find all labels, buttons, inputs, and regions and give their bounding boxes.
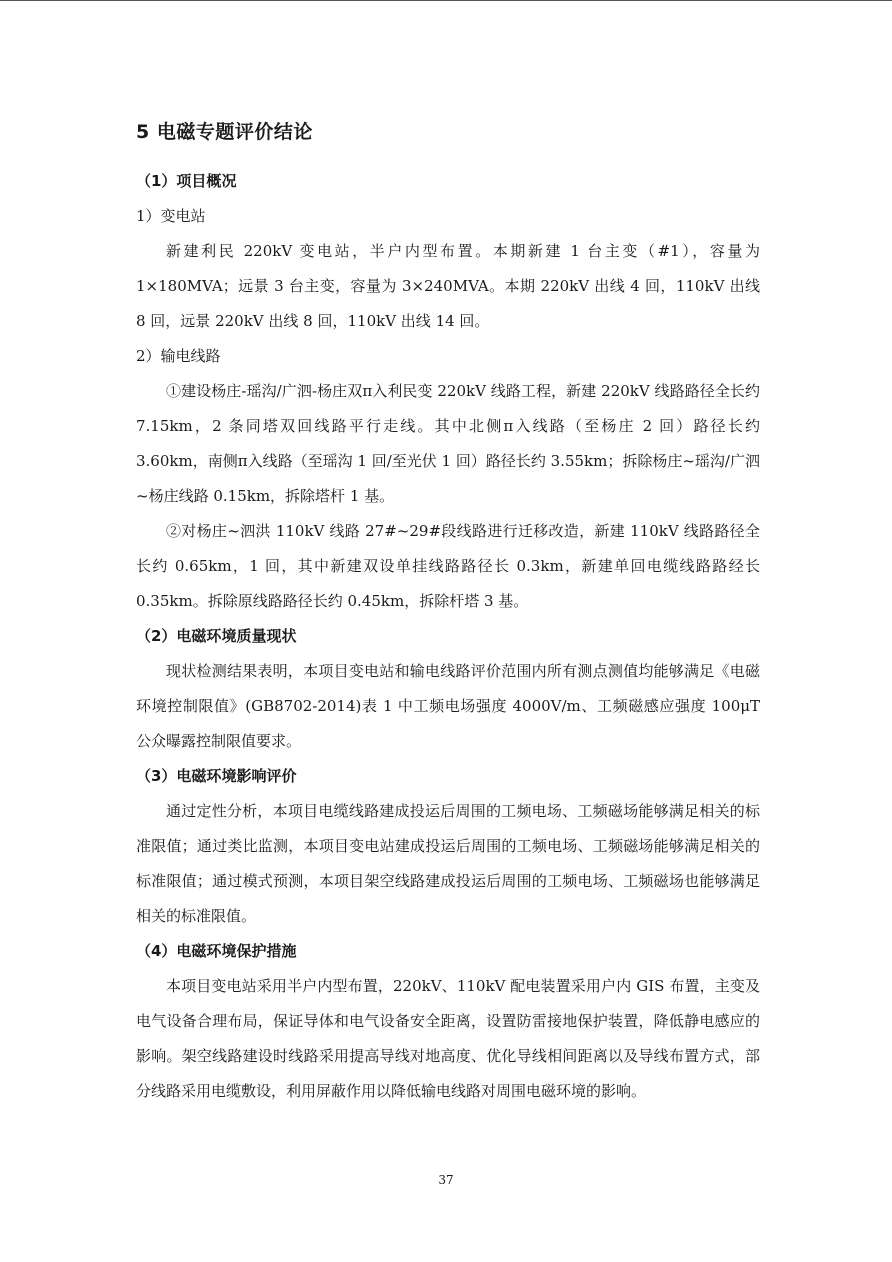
section-heading-overview: （1）项目概况	[136, 172, 237, 190]
section-em-protection	[136, 934, 760, 1109]
subheading-substation: 1）变电站	[136, 207, 206, 225]
section-heading-status: （2）电磁环境质量现状	[136, 627, 297, 645]
paragraph-status: 现状检测结果表明，本项目变电站和输电线路评价范围内所有测点测值均能够满足《电磁环境控制限值》(GB8702-2014)表 1 中工频电场强度 4000V/m、工频磁感应强度 100μT 公众曝露控制限值要求。	[136, 662, 760, 750]
subheading-transmission-lines: 2）输电线路	[136, 347, 221, 365]
paragraph-110kv-line: ②对杨庄~泗洪 110kV 线路 27#~29#段线路进行迁移改造，新建 110kV 线路路径全长约 0.65km，1 回，其中新建双设单挂线路路径长 0.3km，新建单回电缆线路路经长 0.35km。拆除原线路路径长约 0.45km，拆除杆塔 3 基。	[136, 522, 760, 610]
paragraph-impact: 通过定性分析，本项目电缆线路建成投运后周围的工频电场、工频磁场能够满足相关的标准限值；通过类比监测，本项目变电站建成投运后周围的工频电场、工频磁场能够满足相关的标准限值；通过模式预测，本项目架空线路建成投运后周围的工频电场、工频磁场也能够满足相关的标准限值。	[136, 802, 760, 925]
chapter-title: 5 电磁专题评价结论	[136, 121, 313, 143]
page-number: 37	[438, 1173, 454, 1187]
section-em-impact	[136, 759, 760, 934]
section-heading-protection: （4）电磁环境保护措施	[136, 942, 297, 960]
section-project-overview	[136, 164, 760, 619]
paragraph-substation: 新建利民 220kV 变电站，半户内型布置。本期新建 1 台主变（#1），容量为 1×180MVA；远景 3 台主变，容量为 3×240MVA。本期 220kV 出线 4 回，110kV 出线 8 回，远景 220kV 出线 8 回，110kV 出线 14 回。	[136, 242, 760, 330]
section-heading-impact: （3）电磁环境影响评价	[136, 767, 297, 785]
paragraph-220kv-line: ①建设杨庄-瑶沟/广泗-杨庄双π入利民变 220kV 线路工程，新建 220kV 线路路径全长约 7.15km，2 条同塔双回线路平行走线。其中北侧π入线路（至杨庄 2 回）路径长约 3.60km，南侧π入线路（至瑶沟 1 回/至光伏 1 回）路径长约 3.55km；拆除杨庄~瑶沟/广泗~杨庄线路 0.15km，拆除塔杆 1 基。	[136, 382, 760, 505]
section-em-status	[136, 619, 760, 759]
document-page	[136, 118, 760, 1109]
page-top-border	[0, 0, 892, 1]
paragraph-protection: 本项目变电站采用半户内型布置，220kV、110kV 配电装置采用户内 GIS 布置，主变及电气设备合理布局，保证导体和电气设备安全距离，设置防雷接地保护装置，降低静电感应的影响。架空线路建设时线路采用提高导线对地高度、优化导线相间距离以及导线布置方式，部分线路采用电缆敷设，利用屏蔽作用以降低输电线路对周围电磁环境的影响。	[136, 977, 760, 1100]
